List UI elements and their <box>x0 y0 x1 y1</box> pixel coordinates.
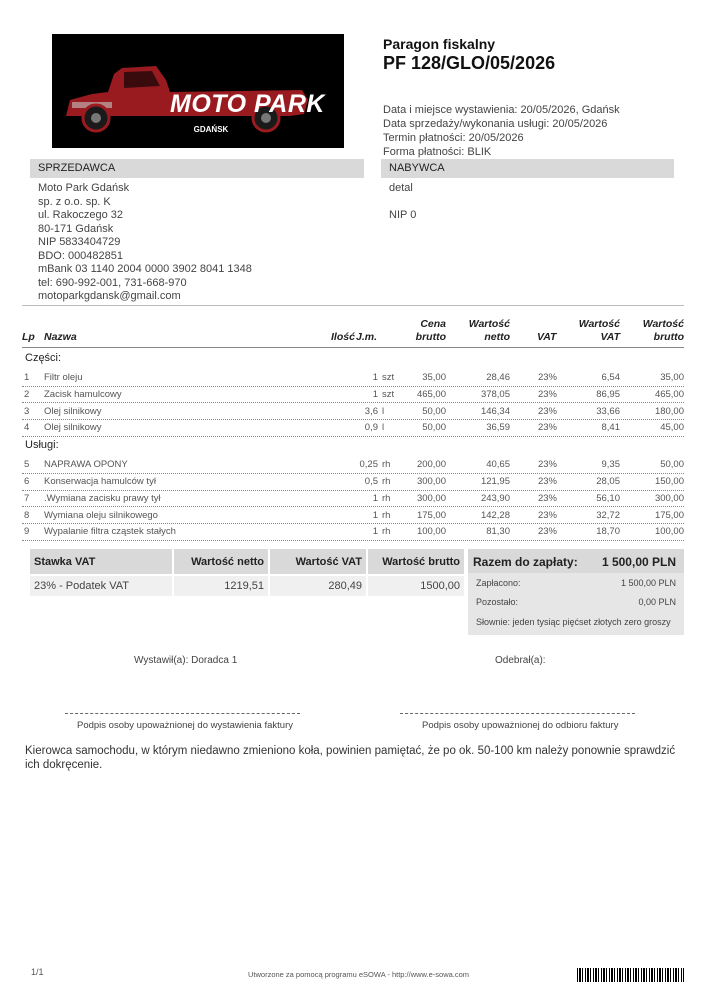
cell-unit: szt <box>382 388 395 400</box>
cell-lp: 9 <box>24 526 30 538</box>
section-divider <box>22 305 684 306</box>
cell-name: Konserwacja hamulców tył <box>44 476 156 487</box>
seller-nip: NIP 5833404729 <box>38 236 121 248</box>
cell-gross: 50,00 <box>660 459 684 471</box>
total-due-value: 1 500,00 PLN <box>601 555 676 569</box>
cell-price: 50,00 <box>422 422 446 434</box>
cell-price: 50,00 <box>422 405 446 417</box>
cell-name: Zacisk hamulcowy <box>44 388 122 400</box>
cell-name: Olej silnikowy <box>44 405 102 417</box>
issuer-signature-caption: Podpis osoby upoważnionej do wystawienia faktury <box>77 720 293 731</box>
document-meta <box>383 103 620 159</box>
cell-lp: 3 <box>24 405 30 417</box>
table-row <box>22 523 684 541</box>
cell-vat-value: 86,95 <box>596 388 620 400</box>
cell-vat: 23% <box>537 476 557 487</box>
col-vat: VAT <box>537 331 557 343</box>
cell-name: .Wymiana zacisku prawy tył <box>44 492 161 504</box>
cell-price: 300,00 <box>416 492 446 504</box>
vat-net-cell: 1219,51 <box>173 575 269 596</box>
cell-unit: l <box>382 422 385 434</box>
col-vat-value-line2: VAT <box>600 331 620 343</box>
seller-bdo: BDO: 000482851 <box>38 249 124 262</box>
cell-price: 200,00 <box>416 459 446 471</box>
cell-name: Wypalanie filtra cząstek stałych <box>44 526 176 538</box>
col-lp: Lp <box>22 331 35 343</box>
table-row <box>22 507 684 525</box>
seller-street: ul. Rakoczego 32 <box>38 209 123 221</box>
sale-date: Data sprzedaży/wykonania usługi: 20/05/2026 <box>383 118 608 130</box>
seller-bank: mBank 03 1140 2004 0000 3902 8041 1348 <box>38 263 252 275</box>
cell-lp: 6 <box>24 476 30 487</box>
page-number: 1/1 <box>31 967 44 977</box>
totals-details <box>468 573 684 635</box>
seller-legal-form: sp. z o.o. sp. K <box>38 195 111 208</box>
seller-heading: SPRZEDAWCA <box>30 159 364 178</box>
cell-vat-value: 6,54 <box>601 372 620 383</box>
col-vat-value <box>565 318 620 344</box>
cell-net: 40,65 <box>486 459 510 471</box>
seller-name: Moto Park Gdańsk <box>38 182 130 194</box>
cell-vat: 23% <box>537 526 557 538</box>
cell-net: 121,95 <box>480 476 510 487</box>
cell-net: 81,30 <box>486 526 510 538</box>
vat-vat-cell: 280,49 <box>269 575 367 596</box>
cell-unit: rh <box>382 509 391 521</box>
cell-qty: 3,6 <box>364 405 378 417</box>
cell-unit: rh <box>382 476 391 487</box>
cell-unit: rh <box>382 492 391 504</box>
seller-email: motoparkgdansk@gmail.com <box>38 290 181 302</box>
cell-gross: 300,00 <box>654 492 684 504</box>
cell-price: 175,00 <box>416 509 446 521</box>
cell-vat: 23% <box>537 492 557 504</box>
vat-rate-cell: 23% - Podatek VAT <box>30 575 173 596</box>
col-price-line1: Cena <box>420 318 446 330</box>
cell-price: 300,00 <box>416 476 446 487</box>
driver-note: Kierowca samochodu, w którym niedawno zmieniono koła, powinien pamiętać, że po ok. 50-100 km należy ponownie sprawdzić ich dokręcenie. <box>25 745 676 771</box>
cell-price: 35,00 <box>422 372 446 383</box>
buyer-details <box>389 182 416 222</box>
cell-name: Filtr oleju <box>44 372 83 383</box>
cell-vat: 23% <box>537 372 557 383</box>
total-due-label: Razem do zapłaty: <box>473 555 578 569</box>
cell-vat: 23% <box>537 509 557 521</box>
cell-qty: 1 <box>372 388 378 400</box>
remaining-value: 0,00 PLN <box>638 597 676 607</box>
col-net-line1: Wartość <box>468 318 510 330</box>
col-net <box>455 318 510 344</box>
receiver-signature-line <box>400 713 635 714</box>
amount-in-words: Słownie: jeden tysiąc pięćset złotych zero groszy <box>476 617 671 627</box>
company-logo <box>52 34 344 148</box>
cell-vat-value: 8,41 <box>601 422 620 434</box>
cell-vat-value: 9,35 <box>601 459 620 471</box>
generator-credit: Utworzone za pomocą programu eSOWA - http://www.e-sowa.com <box>248 970 470 979</box>
cell-lp: 7 <box>24 492 30 504</box>
cell-lp: 1 <box>24 372 30 383</box>
seller-city: 80-171 Gdańsk <box>38 222 114 235</box>
document-number: PF 128/GLO/05/2026 <box>383 53 556 73</box>
cell-lp: 2 <box>24 388 30 400</box>
cell-gross: 180,00 <box>654 405 684 417</box>
table-row <box>22 386 684 404</box>
logo-city-text: GDAŃSK <box>193 125 229 134</box>
issue-date: Data i miejsce wystawienia: 20/05/2026, Gdańsk <box>383 104 620 116</box>
vat-col-net: Wartość netto <box>173 549 269 575</box>
buyer-heading: NABYWCA <box>381 159 674 178</box>
cell-net: 36,59 <box>486 422 510 434</box>
buyer-name: detal <box>389 182 413 194</box>
table-row <box>22 490 684 508</box>
col-gross-line1: Wartość <box>642 318 684 330</box>
col-name: Nazwa <box>44 331 77 343</box>
cell-unit: l <box>382 405 385 417</box>
col-gross <box>628 318 684 344</box>
cell-net: 243,90 <box>480 492 510 504</box>
col-vat-value-line1: Wartość <box>578 318 620 330</box>
cell-qty: 0,25 <box>359 459 378 471</box>
received-by: Odebrał(a): <box>495 655 546 666</box>
cell-vat-value: 28,05 <box>596 476 620 487</box>
cell-unit: szt <box>382 372 395 383</box>
group-label: Części: <box>25 352 62 364</box>
group-label: Usługi: <box>25 439 59 452</box>
vat-summary-table <box>30 549 466 596</box>
seller-details <box>38 182 252 304</box>
cell-net: 28,46 <box>486 372 510 383</box>
col-price-line2: brutto <box>415 331 446 343</box>
col-unit: J.m. <box>356 331 378 343</box>
cell-qty: 0,5 <box>364 476 378 487</box>
cell-vat-value: 33,66 <box>596 405 620 417</box>
paid-value: 1 500,00 PLN <box>620 578 676 588</box>
table-row <box>22 456 684 474</box>
cell-gross: 35,00 <box>660 372 684 383</box>
cell-name: Wymiana oleju silnikowego <box>44 509 158 521</box>
cell-lp: 8 <box>24 509 30 521</box>
logo-brand-text: MOTO PARK <box>170 90 325 118</box>
col-price <box>395 318 446 344</box>
cell-gross: 150,00 <box>654 476 684 487</box>
barcode <box>577 968 684 982</box>
col-qty: Ilość <box>331 331 355 343</box>
cell-vat-value: 56,10 <box>596 492 620 504</box>
cell-lp: 5 <box>24 459 30 471</box>
cell-unit: rh <box>382 459 391 471</box>
cell-vat: 23% <box>537 405 557 417</box>
cell-gross: 45,00 <box>660 422 684 434</box>
cell-qty: 1 <box>372 492 378 504</box>
table-row <box>22 473 684 491</box>
table-row <box>22 369 684 387</box>
document-type: Paragon fiskalny <box>383 36 496 52</box>
cell-qty: 1 <box>372 509 378 521</box>
table-row <box>22 419 684 437</box>
remaining-label: Pozostało: <box>476 597 519 607</box>
seller-phone: tel: 690-992-001, 731-668-970 <box>38 276 187 289</box>
cell-qty: 1 <box>372 372 378 383</box>
payment-method: Forma płatności: BLIK <box>383 146 492 158</box>
cell-vat: 23% <box>537 459 557 471</box>
vat-col-rate: Stawka VAT <box>30 549 173 575</box>
cell-price: 465,00 <box>416 388 446 400</box>
cell-vat-value: 32,72 <box>596 509 620 521</box>
cell-lp: 4 <box>24 422 30 434</box>
cell-vat-value: 18,70 <box>596 526 620 538</box>
cell-net: 146,34 <box>480 405 510 417</box>
cell-gross: 465,00 <box>654 388 684 400</box>
cell-gross: 175,00 <box>654 509 684 521</box>
totals-box <box>468 549 684 635</box>
receiver-signature-caption: Podpis osoby upoważnionej do odbioru faktury <box>422 720 619 731</box>
cell-net: 378,05 <box>480 388 510 400</box>
cell-vat: 23% <box>537 388 557 400</box>
cell-gross: 100,00 <box>654 526 684 538</box>
vat-col-gross: Wartość brutto <box>367 549 465 575</box>
table-header-divider <box>22 347 684 348</box>
vat-gross-cell: 1500,00 <box>367 575 465 596</box>
col-gross-line2: brutto <box>653 331 684 343</box>
cell-qty: 0,9 <box>364 422 378 434</box>
due-date: Termin płatności: 20/05/2026 <box>383 132 524 144</box>
cell-price: 100,00 <box>416 526 446 538</box>
cell-name: NAPRAWA OPONY <box>44 459 128 471</box>
cell-name: Olej silnikowy <box>44 422 102 434</box>
cell-unit: rh <box>382 526 391 538</box>
vat-col-vat: Wartość VAT <box>269 549 367 575</box>
issuer-signature-line <box>65 713 300 714</box>
paid-label: Zapłacono: <box>476 578 521 588</box>
cell-qty: 1 <box>372 526 378 538</box>
issued-by: Wystawił(a): Doradca 1 <box>134 655 238 666</box>
col-net-line2: netto <box>484 331 510 343</box>
cell-vat: 23% <box>537 422 557 434</box>
table-row <box>22 403 684 421</box>
cell-net: 142,28 <box>480 509 510 521</box>
buyer-nip: NIP 0 <box>389 208 417 221</box>
